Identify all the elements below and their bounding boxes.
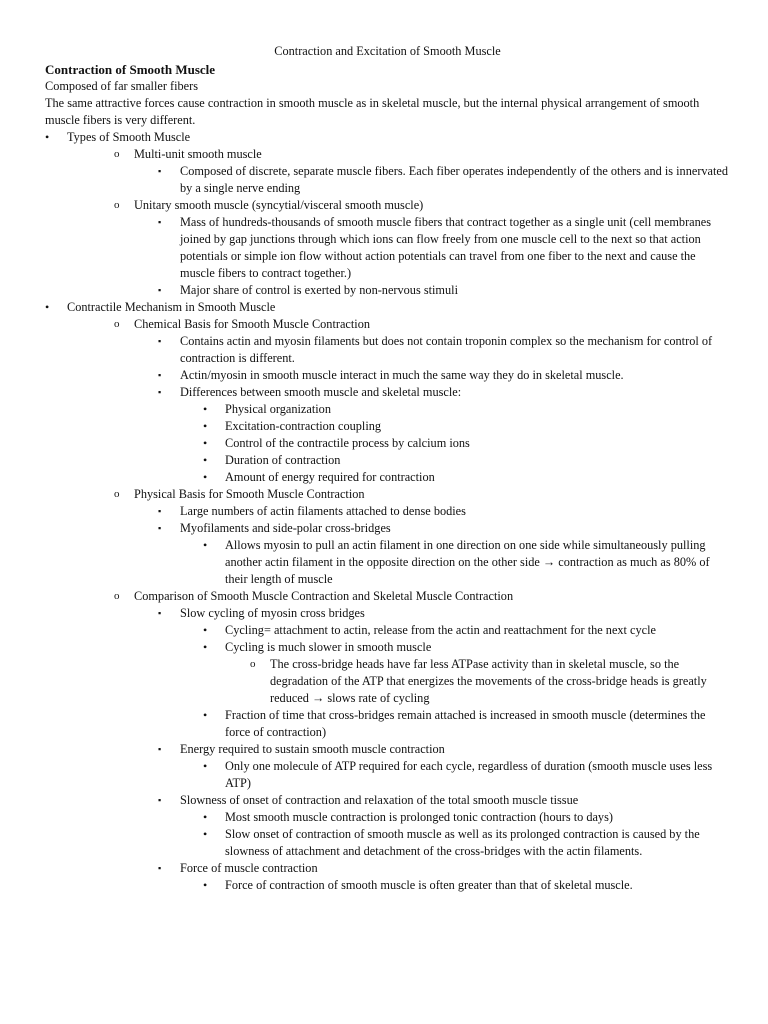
outline-item-text: Comparison of Smooth Muscle Contraction and Skeletal Muscle Contraction [134, 589, 514, 603]
outline-item-level-4 [45, 639, 730, 656]
outline-item-level-4 [45, 401, 730, 418]
outline-item-text: Duration of contraction [225, 453, 341, 467]
outline-item-level-3 [45, 384, 730, 401]
outline-item-text: Allows myosin to pull an actin filament in one direction on one side while simultaneously pulling another actin filament in the opposite direction on the other side → contraction as much as 80% of their length of muscle [225, 538, 710, 586]
bullet-marker: • [203, 538, 208, 552]
bullet-marker: • [203, 470, 208, 484]
outline-item-level-3 [45, 214, 730, 282]
outline-item-level-4 [45, 537, 730, 588]
outline-item-level-4 [45, 877, 730, 894]
outline-item-text: Physical Basis for Smooth Muscle Contraction [134, 487, 365, 501]
outline-item-level-4 [45, 809, 730, 826]
circle-marker: o [114, 590, 120, 602]
bullet-marker: • [203, 623, 208, 637]
circle-marker: o [114, 488, 120, 500]
square-marker: ▪ [158, 506, 162, 516]
outline-item-text: Cycling= attachment to actin, release from the actin and reattachment for the next cycle [225, 623, 656, 637]
outline-item-level-1 [45, 299, 730, 316]
outline-item-level-3 [45, 503, 730, 520]
outline-item-level-2 [45, 197, 730, 214]
outline-item-text: Cycling is much slower in smooth muscle [225, 640, 432, 654]
section-heading: Contraction of Smooth Muscle [45, 62, 216, 77]
subtitle-line: Composed of far smaller fibers [45, 79, 198, 93]
outline-item-text: Most smooth muscle contraction is prolonged tonic contraction (hours to days) [225, 810, 613, 824]
outline-item-level-1 [45, 129, 730, 146]
bullet-marker: • [45, 300, 50, 314]
square-marker: ▪ [158, 795, 162, 805]
outline-item-level-4 [45, 622, 730, 639]
outline-item-text: Contractile Mechanism in Smooth Muscle [67, 300, 276, 314]
outline-item-level-3 [45, 860, 730, 877]
outline-item-level-4 [45, 452, 730, 469]
outline-item-text: Composed of discrete, separate muscle fibers. Each fiber operates independently of the others and is innervated by a single nerve ending [180, 164, 729, 195]
outline-item-level-2 [45, 588, 730, 605]
outline-item-level-4 [45, 707, 730, 741]
document-title: Contraction and Excitation of Smooth Muscle [274, 44, 501, 58]
circle-marker: o [114, 148, 120, 160]
outline-item-level-4 [45, 469, 730, 486]
square-marker: ▪ [158, 285, 162, 295]
outline-list [45, 129, 730, 894]
outline-item-level-4 [45, 826, 730, 860]
bullet-marker: • [203, 827, 208, 841]
outline-item-level-4 [45, 435, 730, 452]
outline-item-text: Fraction of time that cross-bridges remain attached is increased in smooth muscle (determines the force of contraction) [225, 708, 706, 739]
outline-item-level-2 [45, 486, 730, 503]
outline-item-level-3 [45, 163, 730, 197]
bullet-marker: • [203, 708, 208, 722]
square-marker: ▪ [158, 336, 162, 346]
outline-item-text: Large numbers of actin filaments attached to dense bodies [180, 504, 466, 518]
outline-item-text: Myofilaments and side-polar cross-bridges [180, 521, 391, 535]
circle-marker: o [114, 318, 120, 330]
outline-item-text: Control of the contractile process by calcium ions [225, 436, 470, 450]
outline-item-level-2 [45, 146, 730, 163]
circle-marker: o [114, 199, 120, 211]
outline-item-level-3 [45, 282, 730, 299]
outline-item-text: Major share of control is exerted by non-nervous stimuli [180, 283, 458, 297]
outline-item-level-3 [45, 605, 730, 622]
bullet-marker: • [203, 810, 208, 824]
outline-item-text: Multi-unit smooth muscle [134, 147, 262, 161]
document-page [45, 43, 730, 894]
outline-item-text: Force of contraction of smooth muscle is often greater than that of skeletal muscle. [225, 878, 633, 892]
outline-item-level-4 [45, 758, 730, 792]
outline-item-text: Chemical Basis for Smooth Muscle Contraction [134, 317, 371, 331]
outline-item-text: Contains actin and myosin filaments but does not contain troponin complex so the mechanism for control of contraction is different. [180, 334, 713, 365]
outline-item-text: Only one molecule of ATP required for each cycle, regardless of duration (smooth muscle uses less ATP) [225, 759, 713, 790]
outline-item-text: Unitary smooth muscle (syncytial/visceral smooth muscle) [134, 198, 424, 212]
outline-item-text: Physical organization [225, 402, 331, 416]
square-marker: ▪ [158, 166, 162, 176]
outline-item-level-2 [45, 316, 730, 333]
bullet-marker: • [203, 640, 208, 654]
outline-item-level-4 [45, 418, 730, 435]
bullet-marker: • [203, 453, 208, 467]
outline-item-level-3 [45, 367, 730, 384]
square-marker: ▪ [158, 608, 162, 618]
outline-item-text: Slow cycling of myosin cross bridges [180, 606, 365, 620]
outline-item-text: Slow onset of contraction of smooth muscle as well as its prolonged contraction is caused by the slowness of attachment and detachment of the cross-bridges with the actin filaments. [225, 827, 700, 858]
outline-item-level-3 [45, 333, 730, 367]
outline-item-text: Force of muscle contraction [180, 861, 318, 875]
square-marker: ▪ [158, 744, 162, 754]
square-marker: ▪ [158, 863, 162, 873]
outline-item-text: Energy required to sustain smooth muscle contraction [180, 742, 445, 756]
outline-item-level-3 [45, 520, 730, 537]
outline-item-level-5 [45, 656, 730, 707]
bullet-marker: • [45, 130, 50, 144]
outline-item-text: Excitation-contraction coupling [225, 419, 382, 433]
square-marker: ▪ [158, 370, 162, 380]
square-marker: ▪ [158, 387, 162, 397]
outline-item-text: Differences between smooth muscle and skeletal muscle: [180, 385, 462, 399]
outline-item-text: Types of Smooth Muscle [67, 130, 191, 144]
outline-item-text: Slowness of onset of contraction and relaxation of the total smooth muscle tissue [180, 793, 579, 807]
outline-item-text: Amount of energy required for contraction [225, 470, 435, 484]
bullet-marker: • [203, 759, 208, 773]
bullet-marker: • [203, 436, 208, 450]
intro-paragraph: The same attractive forces cause contraction in smooth muscle as in skeletal muscle, but the internal physical arrangement of smooth muscle fibers is very different. [45, 96, 700, 127]
bullet-marker: • [203, 878, 208, 892]
outline-item-text: Mass of hundreds-thousands of smooth muscle fibers that contract together as a single unit (cell membranes joined by gap junctions through which ions can flow freely from one muscle cell to the next so that action potentials or simple ion flow without action potentials can travel from one fiber to the next and cause the muscle fibers to contract together.) [180, 215, 712, 280]
outline-item-level-3 [45, 741, 730, 758]
outline-item-text: Actin/myosin in smooth muscle interact in much the same way they do in skeletal muscle. [180, 368, 624, 382]
square-marker: ▪ [158, 217, 162, 227]
outline-item-text: The cross-bridge heads have far less ATPase activity than in skeletal muscle, so the degradation of the ATP that energizes the movements of the cross-bridge heads is greatly reduced → slows rate of cycling [270, 657, 707, 705]
square-marker: ▪ [158, 523, 162, 533]
outline-item-level-3 [45, 792, 730, 809]
circle-marker: o [250, 658, 256, 670]
bullet-marker: • [203, 419, 208, 433]
bullet-marker: • [203, 402, 208, 416]
